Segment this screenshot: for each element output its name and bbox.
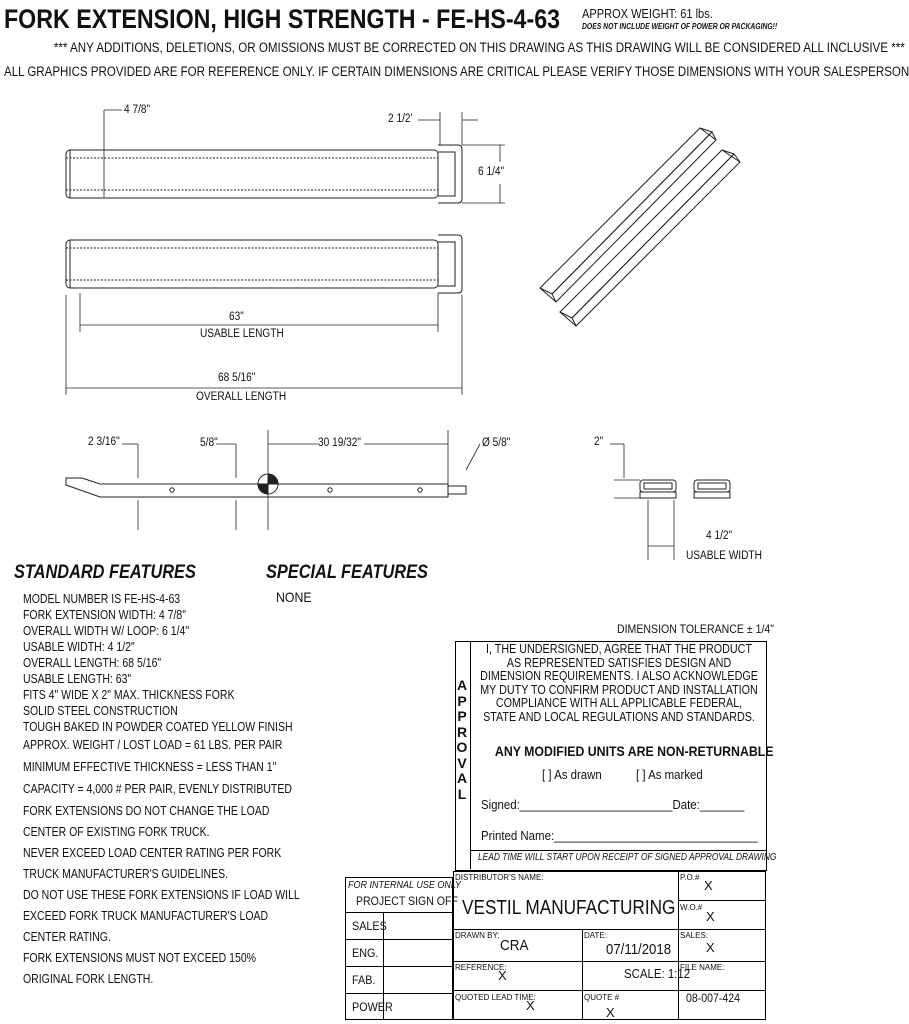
dim-tip-thickness: 5/8" [200,437,218,449]
standard-feature-item: APPROX. WEIGHT / LOST LOAD = 61 LBS. PER PAIR [23,738,283,752]
dim-center-of-gravity: 30 19/32" [318,437,361,449]
signoff-initial-field[interactable] [384,967,452,992]
standard-feature-item: FORK EXTENSIONS MUST NOT EXCEED 150% [23,951,257,965]
approval-letter: L [457,785,467,802]
standard-feature-item: TRUCK MANUFACTURER'S GUIDELINES. [23,867,229,881]
drawn-by-label: DRAWN BY: [455,931,500,940]
approval-letter: O [456,739,468,755]
standard-feature-item: MINIMUM EFFECTIVE THICKNESS = LESS THAN 1" [23,760,277,774]
tb-col-mid [582,929,583,1020]
internal-use-heading: FOR INTERNAL USE ONLY [348,880,462,891]
standard-feature-item: OVERALL WIDTH W/ LOOP: 6 1/4" [23,624,190,638]
as-marked-checkbox[interactable]: [ ] As marked [636,767,703,782]
standard-feature-item: ORIGINAL FORK LENGTH. [23,972,154,986]
notice-all-inclusive: *** ANY ADDITIONS, DELETIONS, OR OMISSIONS MUST BE CORRECTED ON THIS DRAWING AS THIS DRAWING WILL BE CONSIDERED ALL INCLUSIVE *** [53,40,905,55]
tb-line-1 [453,929,766,930]
approval-letter: P [457,708,467,724]
standard-features-heading: STANDARD FEATURES [14,562,196,583]
approval-letter: P [457,692,467,709]
reference-value: X [498,968,507,983]
dim-usable-length: 63" [229,311,244,323]
file-name-value: 08-007-424 [686,991,741,1005]
dim-pin-diameter: Ø 5/8" [482,437,511,449]
quoted-lead-time-label: QUOTED LEAD TIME: [455,993,536,1002]
dim-overall-length-label: OVERALL LENGTH [196,391,287,403]
tb-col-right [678,871,679,1020]
approx-weight: APPROX WEIGHT: 61 lbs. [582,6,713,21]
dimension-tolerance: DIMENSION TOLERANCE ± 1/4" [617,622,775,636]
date-value: 07/11/2018 [606,941,672,958]
tb-po-divider [678,900,766,901]
sales-value: X [706,940,715,955]
drawing-title: FORK EXTENSION, HIGH STRENGTH - FE-HS-4-63 [4,4,561,34]
standard-feature-item: DO NOT USE THESE FORK EXTENSIONS IF LOAD WILL [23,888,300,902]
signoff-row-label: SALES [352,919,387,933]
approval-statement-wrap [478,643,760,724]
standard-feature-item: USABLE LENGTH: 63" [23,672,132,686]
scale-value: SCALE: 1:12 [624,966,691,981]
approval-letter: A [456,677,468,693]
dim-tip-length: 2 3/16" [88,436,120,448]
special-features-value: NONE [276,589,312,605]
drawn-by-value: CRA [500,937,529,954]
wo-label: W.O.# [680,903,703,912]
standard-feature-item: USABLE WIDTH: 4 1/2" [23,640,135,654]
wo-value: X [706,909,715,924]
tb-line-2 [453,961,766,962]
dim-usable-width-label: USABLE WIDTH [686,550,762,562]
fork-end-views [640,480,730,498]
project-signoff-heading: PROJECT SIGN OFF [356,894,458,908]
dim-width: 4 7/8" [124,104,151,116]
signoff-row-label: FAB. [352,973,376,987]
lead-time-notice: LEAD TIME WILL START UPON RECEIPT OF SIGNED APPROVAL DRAWING [478,852,777,863]
dim-end-height: 2" [594,436,604,448]
notice-reference-only: ALL GRAPHICS PROVIDED ARE FOR REFERENCE ONLY. IF CERTAIN DIMENSIONS ARE CRITICAL PLEASE VERIFY THOSE DIMENSIONS WITH YOUR SALESPERSON [4,64,909,79]
po-value: X [704,878,713,893]
non-returnable-notice: ANY MODIFIED UNITS ARE NON-RETURNABLE [494,743,774,759]
signoff-initial-field[interactable] [384,913,452,938]
approval-letter: V [457,754,467,771]
standard-feature-item: TOUGH BAKED IN POWDER COATED YELLOW FINISH [23,720,293,734]
reference-label: REFERENCE: [455,963,507,972]
file-name-label: FILE NAME: [680,963,725,972]
standard-feature-item: EXCEED FORK TRUCK MANUFACTURER'S LOAD [23,909,269,923]
signoff-row-label: POWER [352,1000,393,1014]
approval-letter: A [456,770,468,786]
standard-feature-item: FORK EXTENSION WIDTH: 4 7/8" [23,608,187,622]
printed-name-field[interactable]: Printed Name:________________________________ [481,828,758,843]
standard-feature-item: MODEL NUMBER IS FE-HS-4-63 [23,592,181,606]
special-features-heading: SPECIAL FEATURES [266,562,428,583]
standard-feature-item: CENTER OF EXISTING FORK TRUCK. [23,825,210,839]
signoff-row-label: ENG. [352,946,379,960]
standard-feature-item: CAPACITY = 4,000 # PER PAIR, EVENLY DISTRIBUTED [23,782,292,796]
standard-feature-item: CENTER RATING. [23,930,111,944]
dim-overall-length: 68 5/16" [218,372,256,384]
lead-time-divider [470,850,766,851]
fork-side-view [66,474,466,497]
date-label: DATE: [584,931,607,940]
isometric-view [540,128,740,326]
as-drawn-checkbox[interactable]: [ ] As drawn [542,767,602,782]
distributor-name: VESTIL MANUFACTURING [462,897,676,919]
standard-feature-item: NEVER EXCEED LOAD CENTER RATING PER FORK [23,846,282,860]
approval-letter: R [456,723,468,740]
dim-usable-length-label: USABLE LENGTH [200,328,284,340]
po-label: P.O.# [680,873,700,882]
approval-statement: I, THE UNDERSIGNED, AGREE THAT THE PRODUCT AS REPRESENTED SATISFIES DESIGN AND DIMENSION REQUIREMENTS. I ALSO ACKNOWLEDGE MY DUTY TO CONFIRM PRODUCT AND INSTALLATION COMPLIANCE WITH ALL APPLICABLE FEDERAL, STATE AND LOCAL REGULATIONS AND STANDARDS. [480,642,758,724]
weight-note: DOES NOT INCLUDE WEIGHT OF POWER OR PACKAGING!! [582,22,778,31]
standard-feature-item: FITS 4" WIDE X 2" MAX. THICKNESS FORK [23,688,235,702]
fork-top-view-2 [66,240,438,288]
signed-field[interactable]: Signed:________________________Date:_______ [481,797,745,812]
dim-loop-depth: 2 1/2' [388,113,413,125]
standard-feature-item: SOLID STEEL CONSTRUCTION [23,704,178,718]
quoted-lead-time-value: X [526,998,535,1013]
signoff-initial-field[interactable] [384,940,452,965]
sales-label: SALES: [680,931,709,940]
dim-usable-width: 4 1/2" [706,530,733,542]
quote-label: QUOTE # [584,993,620,1002]
approval-vertical-label [455,678,469,802]
standard-feature-item: FORK EXTENSIONS DO NOT CHANGE THE LOAD [23,804,270,818]
standard-feature-item: OVERALL LENGTH: 68 5/16" [23,656,162,670]
distributor-label: DISTRIBUTOR'S NAME: [455,873,544,882]
signoff-initial-field[interactable] [384,994,452,1019]
dim-overall-width: 6 1/4" [478,166,505,178]
quote-value: X [606,1005,615,1020]
approval-divider [470,641,471,869]
fork-top-view-1 [66,150,438,198]
